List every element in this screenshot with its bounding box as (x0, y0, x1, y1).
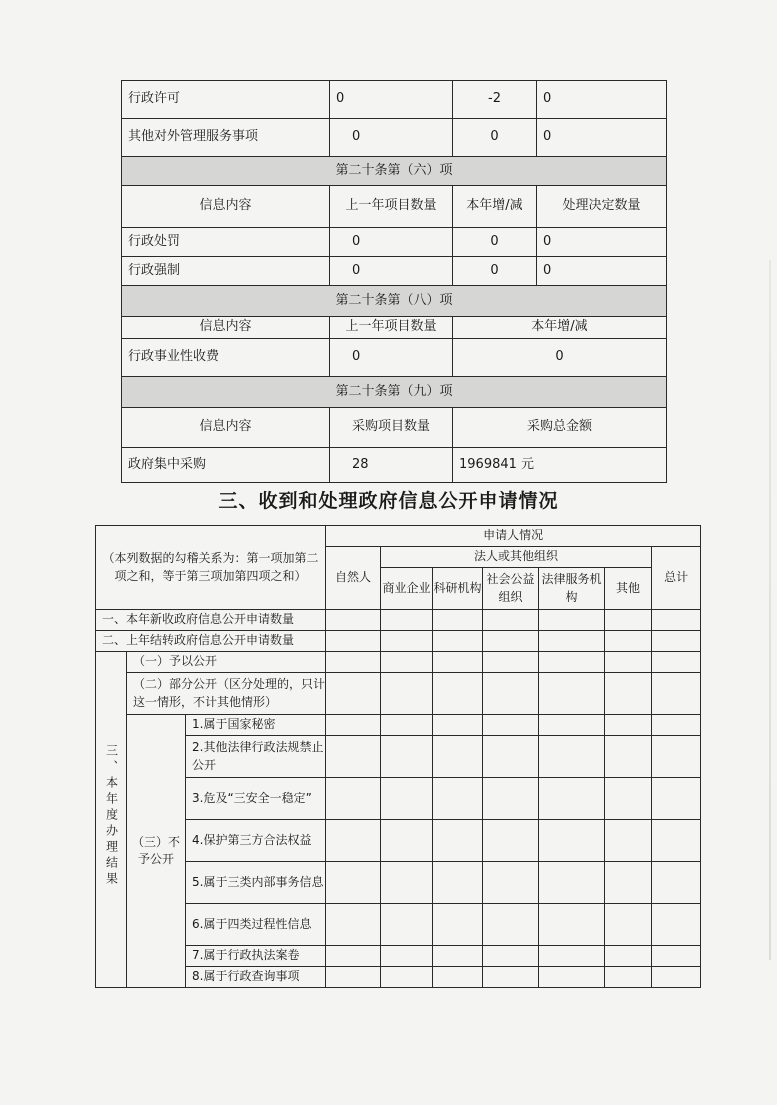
natural-person-header: 自然人 (326, 547, 381, 610)
cell-value: -2 (453, 81, 537, 119)
cell-value: 0 (330, 257, 453, 286)
table-row (96, 820, 701, 862)
cell-value: 0 (330, 228, 453, 257)
table-row (96, 673, 701, 715)
cell-value: 0 (537, 257, 667, 286)
cell-value: 28 (330, 448, 453, 483)
row-label: 一、本年新收政府信息公开申请数量 (96, 610, 326, 631)
legal-group-header: 法人或其他组织 (381, 547, 652, 568)
table-row (96, 652, 701, 673)
column-header: 本年增/减 (453, 186, 537, 228)
cell-value: 0 (453, 228, 537, 257)
row-label: 行政许可 (122, 81, 330, 119)
cell-value: 0 (537, 228, 667, 257)
row-label: 行政处罚 (122, 228, 330, 257)
table-row (122, 119, 667, 157)
cell-value: 1969841 元 (453, 448, 667, 483)
column-header: 信息内容 (122, 186, 330, 228)
row-label: 7.属于行政执法案卷 (186, 946, 326, 967)
row-label: 其他对外管理服务事项 (122, 119, 330, 157)
row-label: 2.其他法律行政法规禁止公开 (186, 736, 326, 778)
result-group-label (96, 652, 127, 988)
section-header-6: 第二十条第（六）项 (122, 157, 667, 186)
cell-value: 0 (453, 257, 537, 286)
table-row (96, 715, 701, 736)
column-header: 信息内容 (122, 408, 330, 448)
table-row (122, 339, 667, 377)
table-row (96, 778, 701, 820)
table-row (122, 228, 667, 257)
row-label: 4.保护第三方合法权益 (186, 820, 326, 862)
cell-value: 0 (537, 81, 667, 119)
applicant-header: 申请人情况 (326, 526, 701, 547)
row-label: 3.危及“三安全一稳定” (186, 778, 326, 820)
column-header: 本年增/减 (453, 317, 667, 339)
table-row (96, 610, 701, 631)
row-label: 5.属于三类内部事务信息 (186, 862, 326, 904)
cell-value: 0 (453, 339, 667, 377)
column-header: 其他 (605, 568, 652, 610)
section-header-8: 第二十条第（八）项 (122, 286, 667, 317)
column-header: 社会公益组织 (483, 568, 539, 610)
table-header-row (122, 317, 667, 339)
column-header: 科研机构 (433, 568, 483, 610)
row-label: 8.属于行政查询事项 (186, 967, 326, 988)
column-header: 采购项目数量 (330, 408, 453, 448)
table-row (96, 631, 701, 652)
disclosure-table-top (121, 80, 667, 483)
total-header: 总计 (652, 547, 701, 610)
table-row (122, 81, 667, 119)
row-label: 政府集中采购 (122, 448, 330, 483)
column-header: 法律服务机构 (539, 568, 605, 610)
cell-value: 0 (330, 81, 453, 119)
scan-edge-shadow (769, 260, 771, 960)
cell-value: 0 (453, 119, 537, 157)
column-header: 商业企业 (381, 568, 433, 610)
column-header: 处理决定数量 (537, 186, 667, 228)
cell-value: 0 (537, 119, 667, 157)
table-row (96, 904, 701, 946)
column-header: 采购总金额 (453, 408, 667, 448)
table-header-row (122, 408, 667, 448)
section-header-9: 第二十条第（九）项 (122, 377, 667, 408)
table-row (96, 967, 701, 988)
table-row (96, 736, 701, 778)
table-row (96, 862, 701, 904)
section-title: 三、收到和处理政府信息公开申请情况 (218, 490, 559, 512)
row-label: 行政事业性收费 (122, 339, 330, 377)
row-label: 1.属于国家秘密 (186, 715, 326, 736)
cell-value: 0 (330, 339, 453, 377)
cell-value: 0 (330, 119, 453, 157)
table-header-row (122, 186, 667, 228)
row-label: 行政强制 (122, 257, 330, 286)
table-row (122, 257, 667, 286)
row-label: 二、上年结转政府信息公开申请数量 (96, 631, 326, 652)
result-group-text: 三、本年度办理结果 (104, 744, 119, 888)
row-label: （一）予以公开 (127, 652, 326, 673)
column-header: 上一年项目数量 (330, 317, 453, 339)
application-table (95, 525, 701, 988)
table-row (122, 448, 667, 483)
reconciliation-note: （本列数据的勾稽关系为：第一项加第二项之和，等于第三项加第四项之和） (96, 526, 326, 610)
table-row (96, 946, 701, 967)
column-header: 上一年项目数量 (330, 186, 453, 228)
subgroup-label: （三）不予公开 (127, 715, 186, 988)
row-label: 6.属于四类过程性信息 (186, 904, 326, 946)
column-header: 信息内容 (122, 317, 330, 339)
row-label: （二）部分公开（区分处理的，只计这一情形，不计其他情形） (127, 673, 326, 715)
